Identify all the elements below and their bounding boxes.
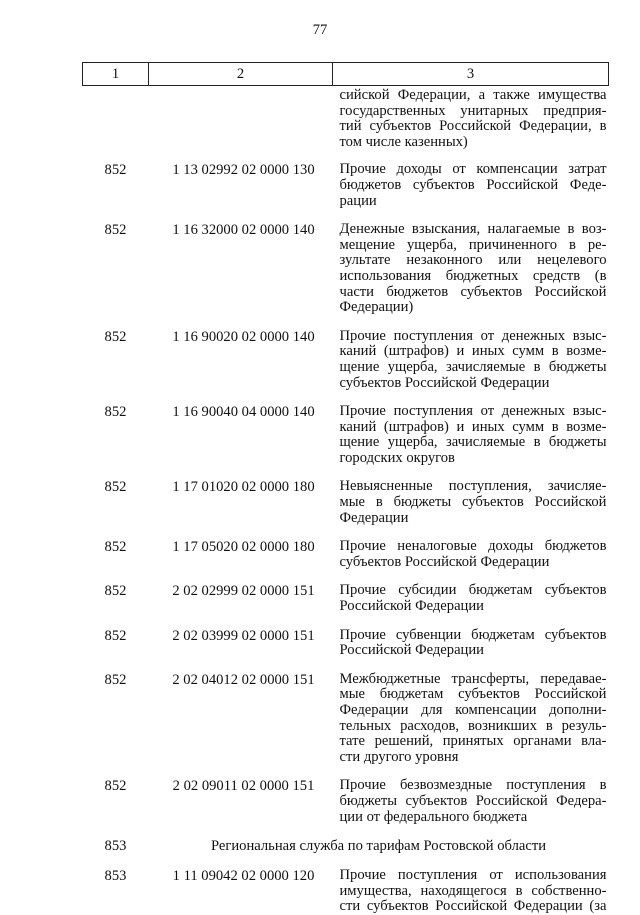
description-line: Российской Федерации [339, 598, 484, 615]
section-title: Региональная служба по тарифам Ростовской области [210, 838, 547, 855]
description-line: сти субъектов Российской Федерации (за [339, 898, 607, 915]
table-row [83, 868, 609, 915]
revenue-code-cell: 2 02 09011 02 0000 151 [172, 778, 315, 795]
description-line: Федерации) [339, 299, 414, 316]
header-col-1: 1 [83, 63, 149, 86]
admin-code-cell: 852 [104, 627, 127, 644]
code-cell [149, 86, 333, 163]
description-line: каний (штрафов) и иных сумм в возме- [339, 418, 607, 435]
description-line: имущества, находящегося в собственно- [339, 882, 607, 899]
table-row [83, 628, 609, 672]
table-row [83, 479, 609, 539]
description-line: мещение ущерба, причиненного в ре- [339, 236, 607, 253]
description-line: мые бюджетам субъектов Российской [339, 686, 607, 703]
table-row [83, 404, 609, 479]
admin-cell [83, 86, 149, 163]
description-cell [333, 868, 609, 915]
admin-code-cell: 852 [104, 479, 127, 496]
description-cell [333, 162, 609, 222]
description-line: тате решений, принятых органами вла- [339, 733, 607, 750]
description-cell [333, 479, 609, 539]
table-header [83, 63, 609, 86]
description-line: Невыясненные поступления, зачисляе- [339, 478, 607, 495]
description-line: Прочие доходы от компенсации затрат [339, 161, 607, 178]
description-cell [333, 583, 609, 627]
description-line: городских округов [339, 449, 455, 466]
admin-code-cell: 852 [104, 328, 127, 345]
description-line: тельных расходов, возникших в резуль- [339, 717, 607, 734]
description-cell [333, 329, 609, 404]
description-cell [333, 672, 609, 779]
admin-code-cell: 853 [104, 868, 127, 885]
page-number: 77 [312, 22, 328, 38]
description-line: щение ущерба, зачисляемые в бюджеты [339, 434, 607, 451]
section-row [83, 838, 609, 868]
description-line: Российской Федерации [339, 642, 484, 659]
description-cell [333, 222, 609, 329]
admin-code-cell: 852 [104, 671, 127, 688]
revenue-code-cell: 1 17 01020 02 0000 180 [172, 479, 315, 496]
revenue-code-cell: 1 17 05020 02 0000 180 [172, 539, 315, 556]
table-row [83, 329, 609, 404]
description-line: Прочие поступления от денежных взыс- [339, 327, 607, 344]
revenue-code-cell: 1 11 09042 02 0000 120 [172, 868, 315, 885]
description-line: Денежные взыскания, налагаемые в воз- [339, 221, 607, 238]
description-line: части бюджетов субъектов Российской [339, 283, 607, 300]
admin-code-cell: 852 [104, 222, 127, 239]
admin-code-cell: 853 [104, 838, 127, 855]
admin-code-cell: 852 [104, 162, 127, 179]
description-line: Прочие поступления от денежных взыс- [339, 403, 607, 420]
description-line: каний (штрафов) и иных сумм в возме- [339, 343, 607, 360]
description-line: субъектов Российской Федерации [339, 374, 550, 391]
description-line: Федерации [339, 509, 409, 526]
table-body [83, 86, 609, 915]
description-line: рации [339, 192, 377, 209]
description-line: ции от федерального бюджета [339, 808, 528, 825]
description-line: бюджеты субъектов Российской Федера- [339, 792, 607, 809]
description-line: сийской Федерации, а также имущества [339, 87, 607, 103]
description-line: Прочие субсидии бюджетам субъектов [339, 582, 607, 599]
table-row [83, 539, 609, 583]
description-cell [333, 86, 609, 163]
description-line: Прочие поступления от использования [339, 867, 607, 884]
table-row [83, 162, 609, 222]
description-line: Прочие безвозмездные поступления в [339, 777, 607, 794]
admin-code-cell: 852 [104, 539, 127, 556]
revenue-code-cell: 2 02 04012 02 0000 151 [172, 671, 315, 688]
admin-code-cell: 852 [104, 583, 127, 600]
description-cell [333, 539, 609, 583]
continuation-row [83, 86, 609, 163]
revenue-code-cell: 2 02 02999 02 0000 151 [172, 583, 315, 600]
header-col-3: 3 [333, 63, 609, 86]
description-line: государственных унитарных предприя- [339, 102, 607, 119]
description-cell [333, 404, 609, 479]
revenue-code-cell: 1 16 90040 04 0000 140 [172, 404, 315, 421]
revenue-code-cell: 2 02 03999 02 0000 151 [172, 627, 315, 644]
description-line: мые в бюджеты субъектов Российской [339, 494, 607, 511]
description-line: бюджетов субъектов Российской Феде- [339, 176, 607, 193]
revenue-code-cell: 1 16 90020 02 0000 140 [172, 328, 315, 345]
table-row [83, 778, 609, 838]
admin-code-cell: 852 [104, 404, 127, 421]
revenue-code-cell: 1 16 32000 02 0000 140 [172, 222, 315, 239]
description-line: использования бюджетных средств (в [339, 267, 607, 284]
description-cell [333, 778, 609, 838]
table-row [83, 222, 609, 329]
description-line: Прочие субвенции бюджетам субъектов [339, 626, 607, 643]
table-row [83, 583, 609, 627]
description-line: субъектов Российской Федерации [339, 553, 550, 570]
description-line: Федерации для компенсации дополни- [339, 702, 607, 718]
description-cell [333, 628, 609, 672]
revenue-code-cell: 1 13 02992 02 0000 130 [172, 162, 315, 179]
description-line: Межбюджетные трансферты, передавае- [339, 670, 607, 687]
admin-code-cell: 852 [104, 778, 127, 795]
revenue-codes-table [82, 62, 609, 915]
description-line: том числе казенных) [339, 133, 468, 150]
header-col-2: 2 [149, 63, 333, 86]
description-line: Прочие неналоговые доходы бюджетов [339, 538, 607, 555]
description-line: зультате незаконного или нецелевого [339, 252, 607, 269]
table-row [83, 672, 609, 779]
description-line: сти другого уровня [339, 748, 459, 765]
description-line: щение ущерба, зачисляемые в бюджеты [339, 358, 607, 375]
description-line: тий субъектов Российской Федерации, в [339, 118, 607, 135]
